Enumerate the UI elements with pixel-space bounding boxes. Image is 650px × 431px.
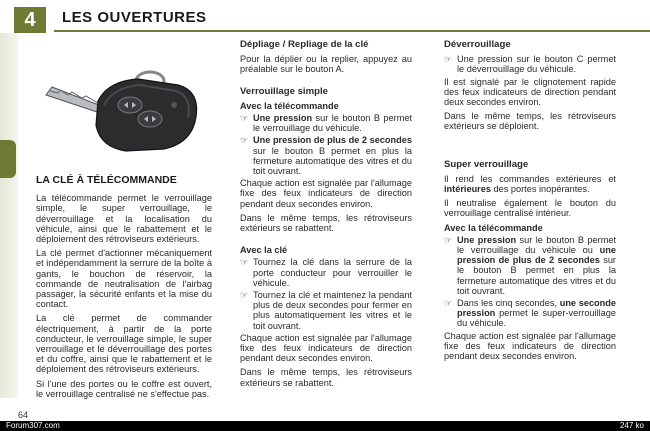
list-item: ☞ Tournez la clé et maintenez la pendant plus de deux secondes pour fermer en plus automatiquement les vitres et le toit ouvrant. bbox=[240, 290, 412, 331]
paragraph: La clé permet d'actionner mécaniquement et indépendamment la serrure de la boîte à gants, le bouchon de réservoir, la commande de neutralisation de l'airbag passager, la sécurité enfants et la mise du contact. bbox=[36, 248, 212, 310]
column-unlocking bbox=[444, 40, 616, 365]
super-lock-title: Super verrouillage bbox=[444, 158, 529, 170]
list-item: ☞ Dans les cinq secondes, une seconde pression permet le super-verrouillage du véhicule. bbox=[444, 298, 617, 329]
paragraph: Pour la déplier ou la replier, appuyez au préalable sur le bouton A. bbox=[240, 54, 412, 75]
key-remote-title: LA CLÉ À TÉLÉCOMMANDE bbox=[36, 174, 177, 186]
column-locking bbox=[240, 40, 412, 392]
subheading-remote: Avec la télécommande bbox=[240, 100, 339, 111]
arrow-bullet-icon: ☞ bbox=[444, 298, 453, 309]
paragraph: Dans le même temps, les rétroviseurs extérieurs se déploient. bbox=[444, 111, 616, 132]
paragraph: Chaque action est signalée par l'allumage fixe des feux indicateurs de direction pendant deux secondes environ. bbox=[240, 332, 412, 364]
paragraph: Chaque action est signalée par l'allumage fixe des feux indicateurs de direction pendant deux secondes environ. bbox=[240, 178, 412, 209]
arrow-bullet-icon: ☞ bbox=[240, 290, 249, 301]
page-number: 64 bbox=[18, 410, 29, 420]
simple-lock-title: Verrouillage simple bbox=[240, 85, 328, 97]
paragraph: Dans le même temps, les rétroviseurs extérieurs se rabattent. bbox=[240, 212, 412, 234]
bottom-bar bbox=[0, 421, 650, 431]
page-header bbox=[0, 0, 650, 33]
list-item: ☞ Tournez la clé dans la serrure de la porte conducteur pour verrouiller le véhicule. bbox=[240, 257, 412, 288]
chapter-title: LES OUVERTURES bbox=[62, 9, 207, 26]
list-item: ☞ Une pression de plus de 2 secondes sur le bouton B permet en plus la fermeture automatique des vitres et du toit ouvrant. bbox=[240, 135, 412, 177]
remote-key-image bbox=[38, 55, 206, 165]
arrow-bullet-icon: ☞ bbox=[444, 234, 453, 245]
arrow-bullet-icon: ☞ bbox=[444, 54, 453, 65]
column-key-remote bbox=[36, 175, 212, 403]
paragraph: La clé permet de commander électriquement, à partir de la porte conducteur, le verrouillage simple, le super verrouillage et le déverrouillage des portes et du coffre, ainsi que le rabattement et le déploiement des rétroviseurs extérieurs. bbox=[36, 313, 212, 375]
arrow-bullet-icon: ☞ bbox=[240, 113, 249, 124]
arrow-bullet-icon: ☞ bbox=[240, 257, 249, 268]
list-item: ☞ Une pression sur le bouton C permet le déverrouillage du véhicule. bbox=[444, 54, 616, 75]
unlock-title: Déverrouillage bbox=[444, 39, 511, 50]
chapter-number: 4 bbox=[14, 7, 46, 33]
header-divider bbox=[54, 30, 650, 32]
side-stripe bbox=[0, 33, 18, 398]
subheading-key: Avec la clé bbox=[240, 245, 288, 256]
arrow-bullet-icon: ☞ bbox=[240, 135, 249, 146]
watermark-left: Forum307.com bbox=[6, 421, 60, 430]
subheading-remote: Avec la télécommande bbox=[444, 222, 543, 233]
paragraph: Il neutralise également le bouton du verrouillage centralisé intérieur. bbox=[444, 198, 616, 219]
paragraph: Dans le même temps, les rétroviseurs extérieurs se rabattent. bbox=[240, 367, 412, 388]
chapter-side-tab bbox=[0, 140, 16, 178]
paragraph: Il est signalé par le clignotement rapide des feux indicateurs de direction pendant deux secondes environ. bbox=[444, 76, 616, 108]
list-item: ☞ Une pression sur le bouton B permet le verrouillage du véhicule. bbox=[240, 113, 413, 134]
paragraph: La télécommande permet le verrouillage simple, le super verrouillage, le déverrouillage et la localisation du véhicule, ainsi que le rabattement et le déploiement des rétroviseurs extérieurs. bbox=[36, 193, 212, 245]
paragraph: Chaque action est signalée par l'allumage fixe des feux indicateurs de direction pendant deux secondes environ. bbox=[444, 330, 616, 362]
paragraph: Il rend les commandes extérieures et intérieures des portes inopérantes. bbox=[444, 173, 616, 195]
paragraph: Si l'une des portes ou le coffre est ouvert, le verrouillage centralisé ne s'effectue pas. bbox=[36, 378, 212, 399]
unfold-title: Dépliage / Repliage de la clé bbox=[240, 39, 369, 50]
list-item: ☞ Une pression sur le bouton B permet le verrouillage du véhicule ou une pression de plus de 2 secondes sur le bouton B permet en plus la fermeture automatique des vitres et du toit ouvrant. bbox=[444, 234, 617, 296]
watermark-right: 247 ko bbox=[619, 421, 644, 430]
